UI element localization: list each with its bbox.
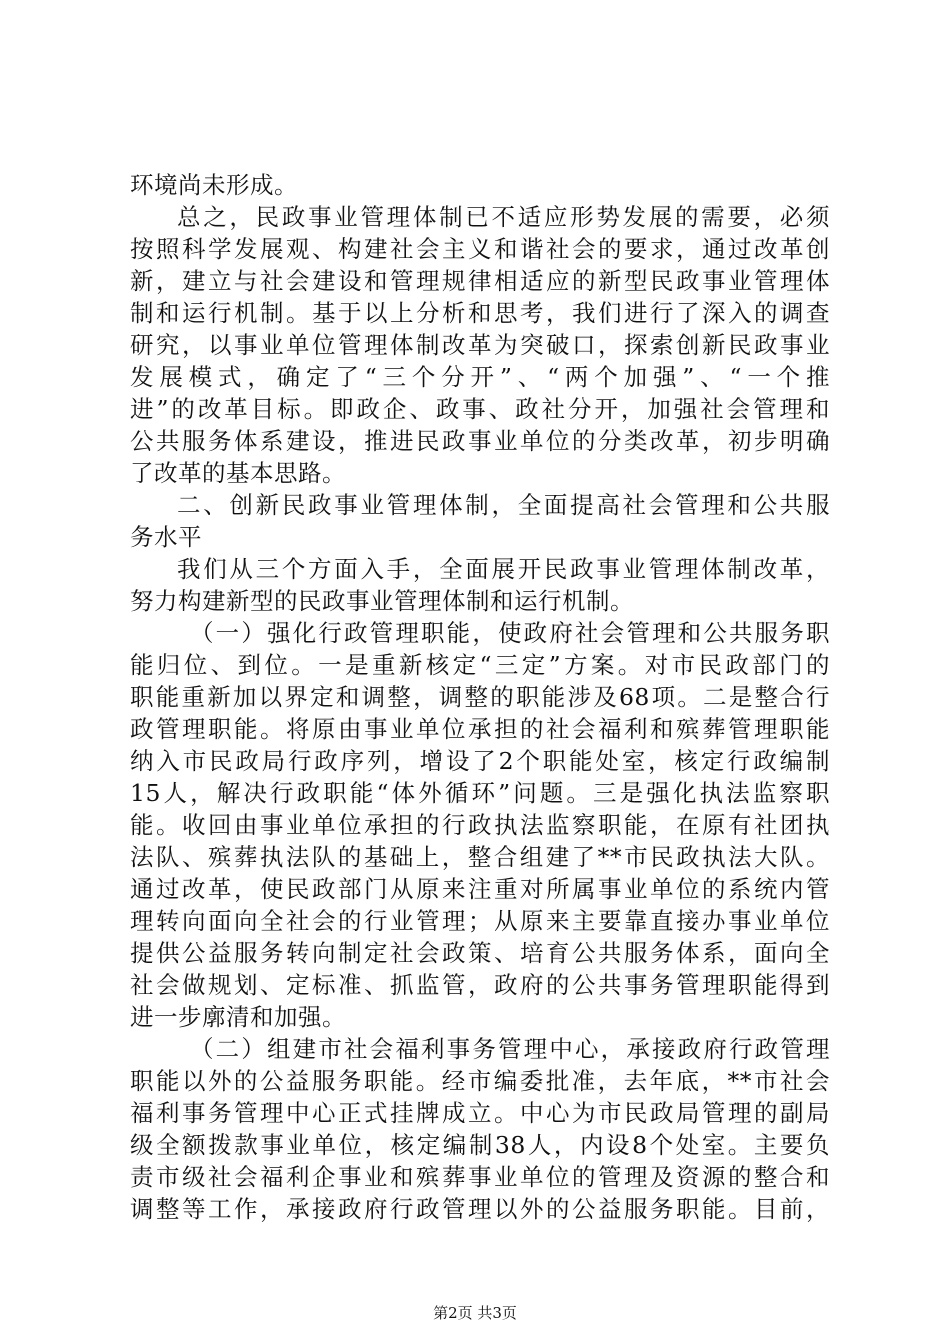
text-line: （二）组建市社会福利事务管理中心，承接政府行政管理 bbox=[190, 1035, 830, 1063]
page-footer bbox=[0, 1303, 950, 1323]
text-line: 公共服务体系建设，推进民政事业单位的分类改革，初步明确 bbox=[130, 427, 830, 455]
text-line: 制和运行机制。基于以上分析和思考，我们进行了深入的调查 bbox=[130, 299, 830, 327]
document-body bbox=[130, 169, 830, 1225]
text-line: 职能以外的公益服务职能。经市编委批准，去年底，**市社会 bbox=[130, 1067, 830, 1095]
text-line: 纳入市民政局行政序列，增设了2个职能处室，核定行政编制 bbox=[130, 747, 830, 775]
text-line: 提供公益服务转向制定社会政策、培育公共服务体系，面向全 bbox=[130, 939, 830, 967]
text-line: 福利事务管理中心正式挂牌成立。中心为市民政局管理的副局 bbox=[130, 1099, 830, 1127]
text-line: 社会做规划、定标准、抓监管，政府的公共事务管理职能得到 bbox=[130, 971, 830, 999]
text-line: 能。收回由事业单位承担的行政执法监察职能，在原有社团执 bbox=[130, 811, 830, 839]
text-line: 发展模式，确定了“三个分开”、“两个加强”、“一个推 bbox=[130, 363, 830, 391]
text-line: 研究，以事业单位管理体制改革为突破口，探索创新民政事业 bbox=[130, 331, 830, 359]
text-line: 政管理职能。将原由事业单位承担的社会福利和殡葬管理职能 bbox=[130, 715, 830, 743]
text-line: 能归位、到位。一是重新核定“三定”方案。对市民政部门的 bbox=[130, 651, 830, 679]
text-line: 通过改革，使民政部门从原来注重对所属事业单位的系统内管 bbox=[130, 875, 830, 903]
text-line: 按照科学发展观、构建社会主义和谐社会的要求，通过改革创 bbox=[130, 235, 830, 263]
text-line: 责市级社会福利企事业和殡葬事业单位的管理及资源的整合和 bbox=[130, 1163, 830, 1191]
text-line: 进一步廓清和加强。 bbox=[130, 1003, 346, 1031]
page-number-label: 第2页 共3页 bbox=[433, 1304, 517, 1322]
text-line: 了改革的基本思路。 bbox=[130, 459, 346, 487]
text-line: 法队、殡葬执法队的基础上，整合组建了**市民政执法大队。 bbox=[130, 843, 830, 871]
text-line: 级全额拨款事业单位，核定编制38人，内设8个处室。主要负 bbox=[130, 1131, 830, 1159]
text-line: 环境尚未形成。 bbox=[130, 171, 298, 199]
text-line: 总之，民政事业管理体制已不适应形势发展的需要，必须 bbox=[177, 203, 830, 231]
text-line: 进”的改革目标。即政企、政事、政社分开，加强社会管理和 bbox=[130, 395, 830, 423]
text-line: 调整等工作，承接政府行政管理以外的公益服务职能。目前， bbox=[130, 1195, 830, 1223]
text-line: （一）强化行政管理职能，使政府社会管理和公共服务职 bbox=[190, 619, 830, 647]
text-line: 我们从三个方面入手，全面展开民政事业管理体制改革， bbox=[177, 555, 830, 583]
text-line: 职能重新加以界定和调整，调整的职能涉及68项。二是整合行 bbox=[130, 683, 830, 711]
text-line: 务水平 bbox=[130, 523, 202, 551]
text-line: 努力构建新型的民政事业管理体制和运行机制。 bbox=[130, 587, 634, 615]
text-line: 理转向面向全社会的行业管理；从原来主要靠直接办事业单位 bbox=[130, 907, 830, 935]
text-line: 新，建立与社会建设和管理规律相适应的新型民政事业管理体 bbox=[130, 267, 830, 295]
text-line: 二、创新民政事业管理体制，全面提高社会管理和公共服 bbox=[177, 491, 830, 519]
text-line: 15人，解决行政职能“体外循环”问题。三是强化执法监察职 bbox=[130, 779, 830, 807]
